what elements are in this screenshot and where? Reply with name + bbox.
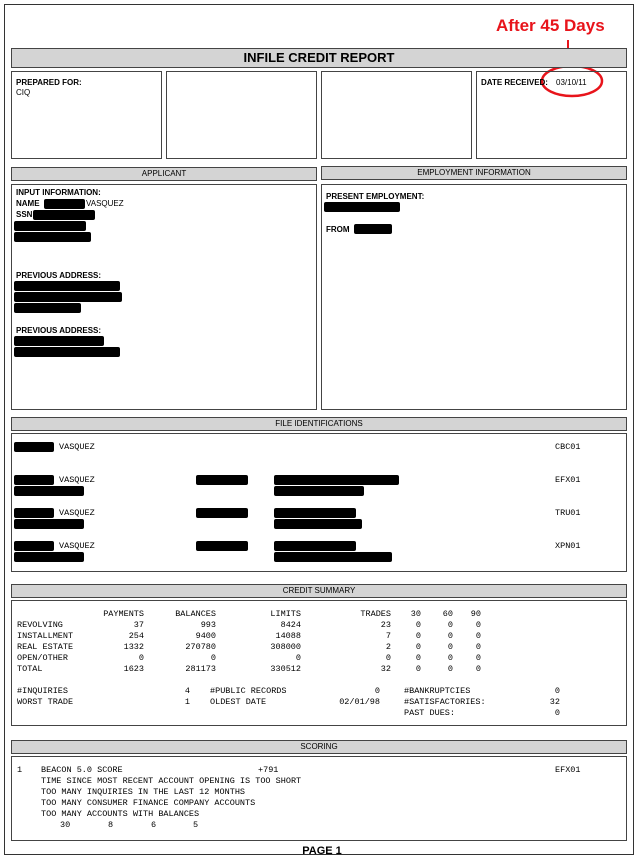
summary-cell: 0 [415,620,421,630]
summary-cell: 0 [385,653,391,663]
redaction [14,347,120,357]
prepared-for-value: CIQ [16,88,31,97]
file-id-code: EFX01 [555,475,581,485]
col-header: 30 [410,609,421,619]
redaction [324,202,400,212]
redaction [274,541,356,551]
redaction [274,486,364,496]
file-id-surname: VASQUEZ [59,541,95,551]
summary-cell: 0 [415,664,421,674]
summary-cell: 0 [475,664,481,674]
score-index: 1 [17,765,23,775]
col-header: 60 [442,609,453,619]
redaction [274,475,399,485]
summary-row-label: OPEN/OTHER [17,653,69,663]
redaction [14,486,84,496]
redaction [274,519,362,529]
summary-cell: 14088 [275,631,301,641]
summary-cell: 0 [447,642,453,652]
reason-code: 6 [151,820,157,830]
bankruptcies-value: 0 [554,686,560,696]
date-received-label: DATE RECEIVED: [481,78,548,87]
redaction [274,508,356,518]
summary-cell: 0 [210,653,216,663]
satisfactories-value: 32 [549,697,560,707]
present-employment-label: PRESENT EMPLOYMENT: [326,192,425,201]
inquiries-value: 4 [184,686,190,696]
score-model: BEACON 5.0 SCORE [41,765,123,775]
ssn-label: SSN [16,210,33,219]
redaction [44,199,85,209]
summary-row-label: INSTALLMENT [17,631,74,641]
summary-cell: 254 [128,631,144,641]
summary-cell: 0 [415,631,421,641]
scoring-header: SCORING [11,740,627,754]
summary-cell: 8424 [280,620,301,630]
report-title: INFILE CREDIT REPORT [11,48,627,68]
name-label: NAME [16,199,40,208]
redaction [196,475,248,485]
summary-cell: 270780 [185,642,216,652]
summary-cell: 0 [415,642,421,652]
credit-summary-header: CREDIT SUMMARY [11,584,627,598]
after-45-days-annotation: After 45 Days [496,16,605,35]
bankruptcies-label: #BANKRUPTCIES [404,686,471,696]
summary-cell: 9400 [195,631,216,641]
col-header: LIMITS [270,609,301,619]
file-id-surname: VASQUEZ [59,475,95,485]
redaction [14,336,104,346]
summary-cell: 330512 [270,664,301,674]
from-label: FROM [326,225,350,234]
summary-cell: 1623 [123,664,144,674]
redaction [354,224,392,234]
file-id-code: CBC01 [555,442,581,452]
summary-cell: 0 [415,653,421,663]
score-bureau: EFX01 [555,765,581,775]
file-id-code: TRU01 [555,508,581,518]
redaction [14,442,54,452]
summary-cell: 0 [447,620,453,630]
date-received-value: 03/10/11 [556,78,587,87]
col-header: BALANCES [175,609,216,619]
redaction [14,303,81,313]
blank-box-1 [166,71,317,159]
file-id-code: XPN01 [555,541,581,551]
summary-row-label: REVOLVING [17,620,63,630]
summary-cell: 281173 [185,664,216,674]
summary-row-label: REAL ESTATE [17,642,74,652]
public-records-label: #PUBLIC RECORDS [210,686,287,696]
prepared-for-label: PREPARED FOR: [16,78,82,87]
previous-address-label: PREVIOUS ADDRESS: [16,271,102,280]
score-reason: TOO MANY INQUIRIES IN THE LAST 12 MONTHS [41,787,246,797]
summary-cell: 23 [380,620,391,630]
redaction [33,210,95,220]
summary-cell: 993 [200,620,216,630]
score-reason: TOO MANY CONSUMER FINANCE COMPANY ACCOUNTS [41,798,256,808]
score-reason: TOO MANY ACCOUNTS WITH BALANCES [41,809,200,819]
redaction [14,541,54,551]
summary-cell: 0 [447,664,453,674]
redaction [274,552,392,562]
employment-box [321,184,627,410]
reason-code: 5 [193,820,199,830]
page-number: PAGE 1 [302,845,342,857]
score-value: +791 [258,765,279,775]
inquiries-label: #INQUIRIES [17,686,69,696]
redaction [196,508,248,518]
summary-cell: 0 [447,631,453,641]
redaction [14,552,84,562]
summary-cell: 0 [138,653,144,663]
redaction [14,221,86,231]
redaction [196,541,248,551]
summary-cell: 0 [475,653,481,663]
col-header: 90 [470,609,481,619]
employment-header: EMPLOYMENT INFORMATION [321,166,627,180]
summary-cell: 0 [295,653,301,663]
file-id-surname: VASQUEZ [59,508,95,518]
summary-cell: 2 [385,642,391,652]
oldest-date-value: 02/01/98 [339,697,380,707]
reason-code: 30 [60,820,71,830]
summary-cell: 0 [475,620,481,630]
input-information-label: INPUT INFORMATION: [16,188,101,197]
public-records-value: 0 [374,686,380,696]
summary-cell: 0 [475,642,481,652]
redaction [14,292,122,302]
summary-row-label: TOTAL [17,664,43,674]
applicant-surname: VASQUEZ [86,199,124,208]
col-header: PAYMENTS [103,609,144,619]
worst-trade-value: 1 [184,697,190,707]
summary-cell: 0 [447,653,453,663]
summary-cell: 1332 [123,642,144,652]
summary-cell: 308000 [270,642,301,652]
summary-cell: 37 [133,620,144,630]
blank-box-2 [321,71,472,159]
summary-cell: 0 [475,631,481,641]
oldest-date-label: OLDEST DATE [210,697,267,707]
summary-cell: 32 [380,664,391,674]
file-identifications-header: FILE IDENTIFICATIONS [11,417,627,431]
redaction [14,475,54,485]
redaction [14,232,91,242]
applicant-header: APPLICANT [11,167,317,181]
past-dues-label: PAST DUES: [404,708,456,718]
col-header: TRADES [360,609,391,619]
previous-address-label: PREVIOUS ADDRESS: [16,326,102,335]
summary-cell: 7 [385,631,391,641]
redaction [14,281,120,291]
redaction [14,508,54,518]
score-reason: TIME SINCE MOST RECENT ACCOUNT OPENING IS TOO SHORT [41,776,302,786]
file-id-surname: VASQUEZ [59,442,95,452]
reason-code: 8 [108,820,114,830]
worst-trade-label: WORST TRADE [17,697,74,707]
redaction [14,519,84,529]
past-dues-value: 0 [554,708,560,718]
satisfactories-label: #SATISFACTORIES: [404,697,486,707]
